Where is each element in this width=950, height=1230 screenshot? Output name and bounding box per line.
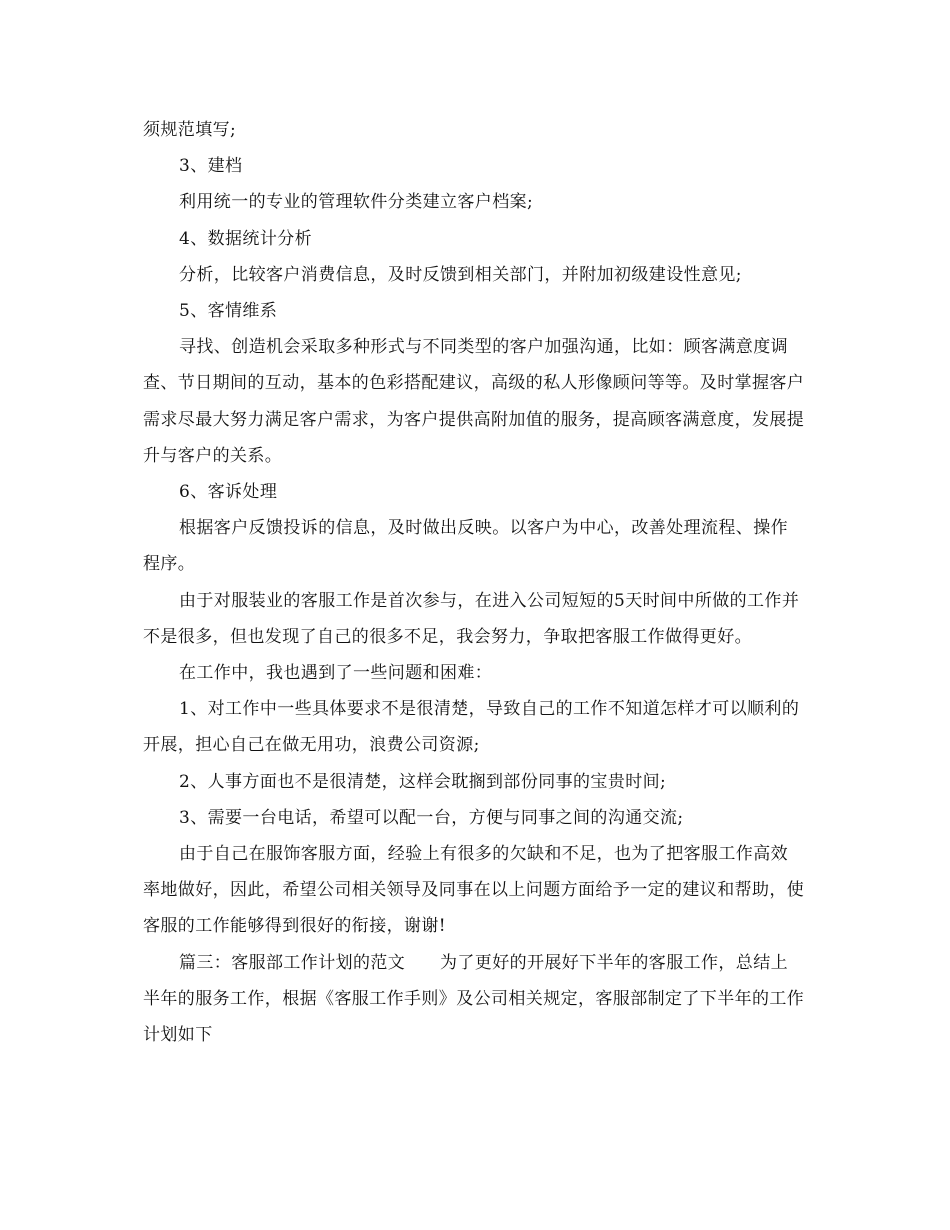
paragraph-archiving: 利用统一的专业的管理软件分类建立客户档案;: [179, 192, 534, 213]
paragraph-self-review: 由于对服装业的客服工作是首次参与，在进入公司短短的5天时间中所做的工作并不是很多，但也发现了自己的很多不足，我会努力，争取把客服工作做得更好。: [143, 590, 800, 647]
list-item-problem-2: 2、人事方面也不是很清楚，这样会耽搁到部份同事的宝贵时间;: [179, 771, 667, 792]
paragraph-statistics: 分析，比较客户消费信息，及时反馈到相关部门，并附加初级建设性意见;: [179, 264, 742, 285]
paragraph-complaints: 根据客户反馈投诉的信息，及时做出反映。以客户为中心，改善处理流程、操作程序。: [143, 518, 788, 575]
heading-relationship: 5、客情维系: [179, 301, 278, 322]
heading-complaints: 6、客诉处理: [179, 482, 278, 503]
paragraph-relationship: 寻找、创造机会采取多种形式与不同类型的客户加强沟通，比如：顾客满意度调查、节日期间的互动，基本的色彩搭配建议，高级的私人形像顾问等等。及时掌握客户需求尽最大努力满足客户需求，为客户提供高附加值的服务，提高顾客满意度，发展提升与客户的关系。: [143, 337, 805, 466]
list-item-problem-1: 1、对工作中一些具体要求不是很清楚，导致自己的工作不知道怎样才可以顺利的开展，担心自己在做无用功，浪费公司资源;: [143, 699, 800, 756]
paragraph-section-three: 篇三：客服部工作计划的范文 为了更好的开展好下半年的客服工作，总结上半年的服务工作，根据《客服工作手则》及公司相关规定，客服部制定了下半年的工作计划如下: [143, 952, 805, 1046]
heading-statistics: 4、数据统计分析: [179, 228, 313, 249]
document-body: [143, 112, 805, 1053]
paragraph-problems-intro: 在工作中，我也遇到了一些问题和困难：: [179, 663, 493, 684]
paragraph-continuation: 须规范填写;: [143, 120, 237, 140]
heading-archiving: 3、建档: [179, 156, 243, 177]
list-item-problem-3: 3、需要一台电话，希望可以配一台，方便与同事之间的沟通交流;: [179, 807, 684, 828]
paragraph-closing-request: 由于自己在服饰客服方面，经验上有很多的欠缺和不足，也为了把客服工作高效率地做好，因此，希望公司相关领导及同事在以上问题方面给予一定的建议和帮助，使客服的工作能够得到很好的衔接，谢谢!: [143, 844, 805, 937]
